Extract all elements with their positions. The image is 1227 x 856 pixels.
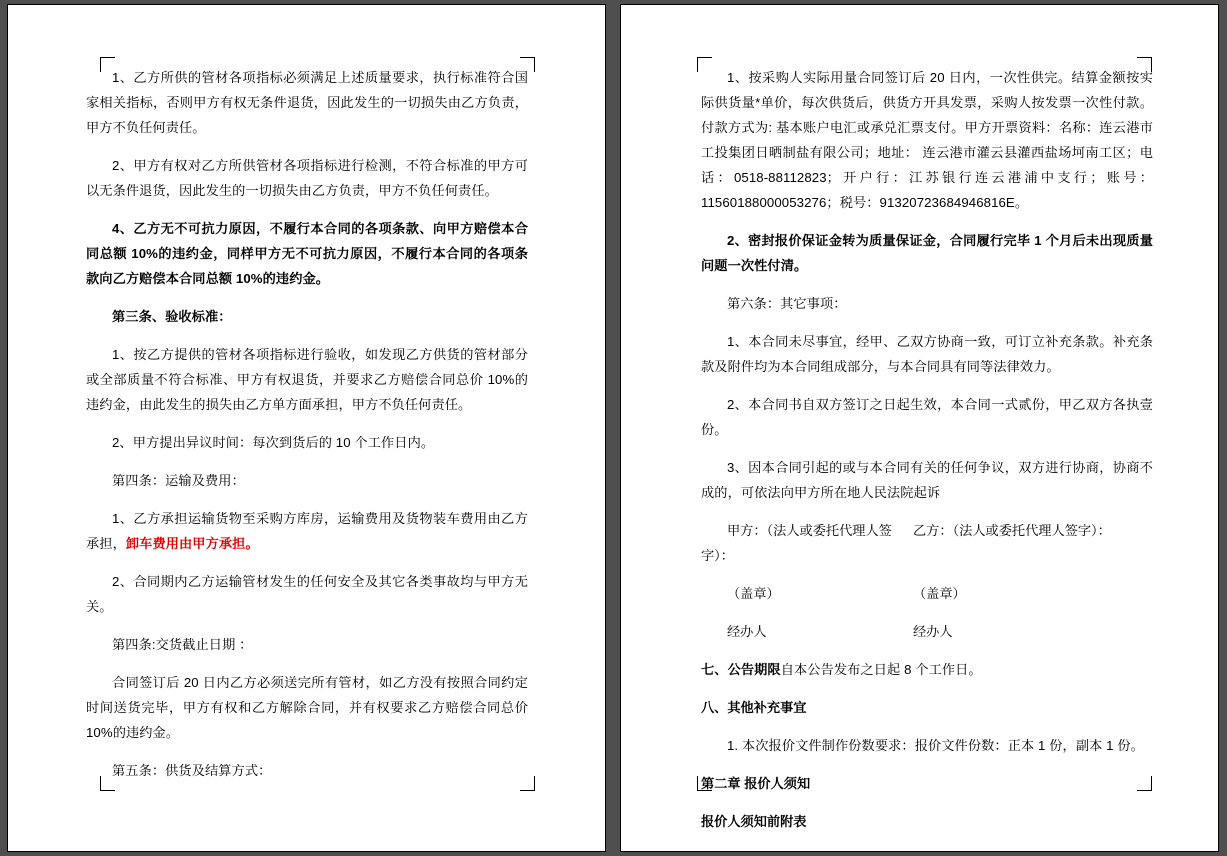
paragraph: 2、甲方提出异议时间：每次到货后的 10 个工作日内。 [112,435,435,450]
paragraph: 合同签订后 20 日内乙方必须送完所有管材，如乙方没有按照合同约定时间送货完毕，甲方有权和乙方解除合同，并有权要求乙方赔偿合同总价 10%的违约金。 [86,675,528,740]
announcement-period-label: 七、公告期限 [701,662,781,677]
agent-party-a: 经办人 [727,624,767,639]
section-heading: 八、其他补充事宜 [701,700,807,715]
announcement-period-paragraph [701,657,1153,682]
subsection-heading: 报价人须知前附表 [701,814,807,829]
paragraph: 1. 本次报价文件制作份数要求：报价文件份数：正本 1 份，副本 1 份。 [727,738,1144,753]
section-heading: 第四条:交货截止日期 ： [112,637,253,652]
signature-party-b: 乙方：（法人或委托代理人签字）： [913,523,1111,538]
section-heading: 第四条：运输及费用： [112,473,245,488]
document-page-right [620,4,1219,852]
signature-row [701,619,1153,644]
seal-party-a: （盖章） [727,586,780,601]
signature-party-a: 甲方：（法人或委托代理人签字）： [701,523,892,563]
section-heading: 第三条、验收标准： [112,309,232,324]
paragraph: 2、本合同书自双方签订之日起生效，本合同一式贰份，甲乙双方各执壹份。 [701,397,1153,437]
page-left-canvas [8,5,605,851]
page-left-body [86,65,528,796]
paragraph-text: 1、乙方承担运输货物至采购方库房，运输费用及货物装车费用由乙方承担， [86,511,528,551]
chapter-heading: 第二章 报价人须知 [701,776,811,791]
paragraph: 4、乙方无不可抗力原因，不履行本合同的各项条款、向甲方赔偿本合同总额 10%的违约金，同样甲方无不可抗力原因，不履行本合同的各项条款向乙方赔偿本合同总额 10%的违约金。 [86,221,528,286]
agent-party-b: 经办人 [913,624,953,639]
paragraph: 1、乙方所供的管材各项指标必须满足上述质量要求，执行标准符合国家相关指标，否则甲方有权无条件退货，因此发生的一切损失由乙方负责，甲方不负任何责任。 [86,70,528,135]
signature-row [701,581,1153,606]
paragraph: 2、合同期内乙方运输管材发生的任何安全及其它各类事故均与甲方无关。 [86,574,528,614]
section-heading: 第五条：供货及结算方式： [112,763,272,778]
section-heading: 第六条：其它事项： [727,296,847,311]
seal-party-b: （盖章） [913,586,966,601]
red-emphasis-text: 卸车费用由甲方承担。 [125,536,259,551]
paragraph: 1、按乙方提供的管材各项指标进行验收，如发现乙方供货的管材部分或全部质量不符合标准、甲方有权退货，并要求乙方赔偿合同总价 10%的违约金，由此发生的损失由乙方单方面承担，甲方不负任何责任。 [86,347,528,412]
paragraph: 1、本合同未尽事宜，经甲、乙双方协商一致，可订立补充条款。补充条款及附件均为本合同组成部分，与本合同具有同等法律效力。 [701,334,1153,374]
document-page-left [7,4,606,852]
page-right-body [701,65,1153,847]
paragraph: 2、密封报价保证金转为质量保证金，合同履行完毕 1 个月后未出现质量问题一次性付清。 [701,233,1153,273]
page-right-canvas [621,5,1218,851]
paragraph: 1、按采购人实际用量合同签订后 20 日内，一次性供完。结算金额按实际供货量*单价，每次供货后，供货方开具发票，采购人按发票一次性付款。付款方式为: 基本账户电汇或承兑汇票支付。甲方开票资料：名称：连云港市工投集团日晒制盐有限公司；地址： 连云港市灌云县灌西盐场坷南工区；电话：0518-88112823；开户行：江苏银行连云港浦中支行；账号：11560188000053276；税号：91320723684946816E。 [701,70,1153,210]
paragraph: 2、甲方有权对乙方所供管材各项指标进行检测，不符合标准的甲方可以无条件退货，因此发生的一切损失由乙方负责，甲方不负任何责任。 [86,158,528,198]
paragraph-with-red-emphasis [86,506,528,556]
paragraph: 3、因本合同引起的或与本合同有关的任何争议，双方进行协商，协商不成的，可依法向甲方所在地人民法院起诉 [701,460,1153,500]
signature-row [701,518,1153,568]
announcement-period-text: 自本公告发布之日起 8 个工作日。 [780,662,982,677]
